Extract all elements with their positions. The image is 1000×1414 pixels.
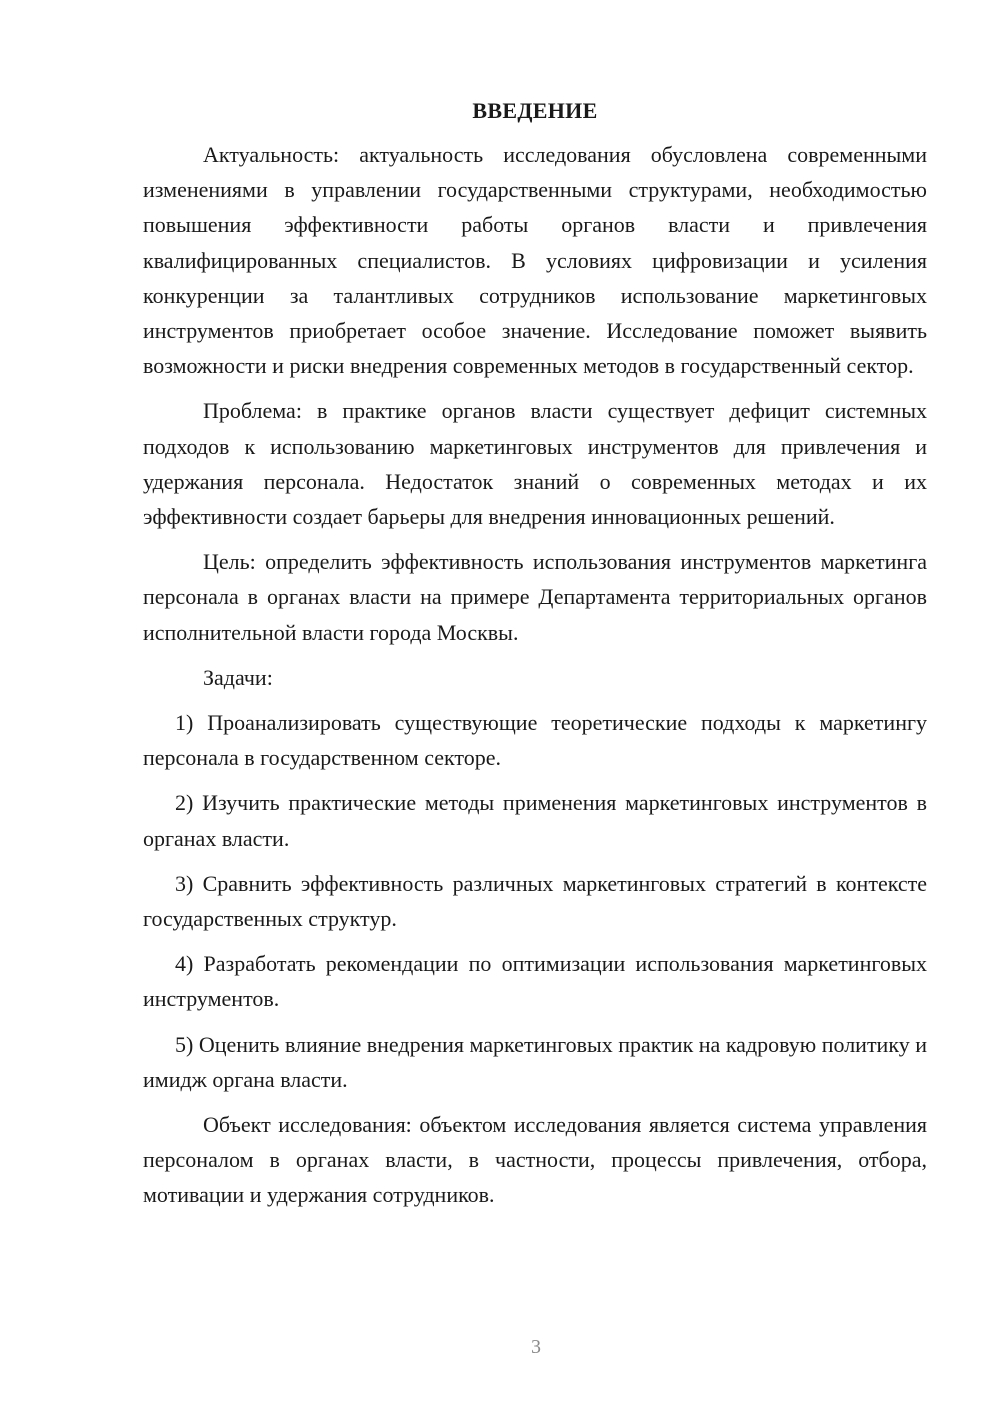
problem-paragraph: Проблема: в практике органов власти существует дефицит системных подходов к использованию маркетинговых инструментов для привлечения и удержания персонала. Недостаток знаний о современных методах и их эффективности создает барьеры для внедрения инновационных решений. [143, 398, 927, 530]
task-item-2: 2) Изучить практические методы применения маркетинговых инструментов в органах власти. [143, 790, 927, 851]
page-content [143, 96, 927, 1213]
relevance-paragraph: Актуальность: актуальность исследования обусловлена современными изменениями в управлении государственными структурами, необходимостью повышения эффективности работы органов власти и привлечения квалифицированных специалистов. В условиях цифровизации и усиления конкуренции за талантливых сотрудников использование маркетинговых инструментов приобретает особое значение. Исследование поможет выявить возможности и риски внедрения современных методов в государственный сектор. [143, 142, 927, 379]
tasks-list [143, 705, 927, 1097]
task-item-5: 5) Оценить влияние внедрения маркетинговых практик на кадровую политику и имидж органа власти. [143, 1031, 927, 1092]
page-number: 3 [531, 1336, 541, 1358]
task-item-4: 4) Разработать рекомендации по оптимизации использования маркетинговых инструментов. [143, 951, 927, 1012]
tasks-label: Задачи: [203, 664, 273, 690]
goal-paragraph: Цель: определить эффективность использования инструментов маркетинга персонала в органах власти на примере Департамента территориальных органов исполнительной власти города Москвы. [143, 549, 927, 645]
task-item-3: 3) Сравнить эффективность различных маркетинговых стратегий в контексте государственных структур. [143, 870, 927, 932]
task-item-1: 1) Проанализировать существующие теоретические подходы к маркетингу персонала в государственном секторе. [143, 710, 927, 771]
page-title: ВВЕДЕНИЕ [472, 98, 598, 123]
object-paragraph: Объект исследования: объектом исследования является система управления персоналом в органах власти, в частности, процессы привлечения, отбора, мотивации и удержания сотрудников. [143, 1112, 927, 1208]
